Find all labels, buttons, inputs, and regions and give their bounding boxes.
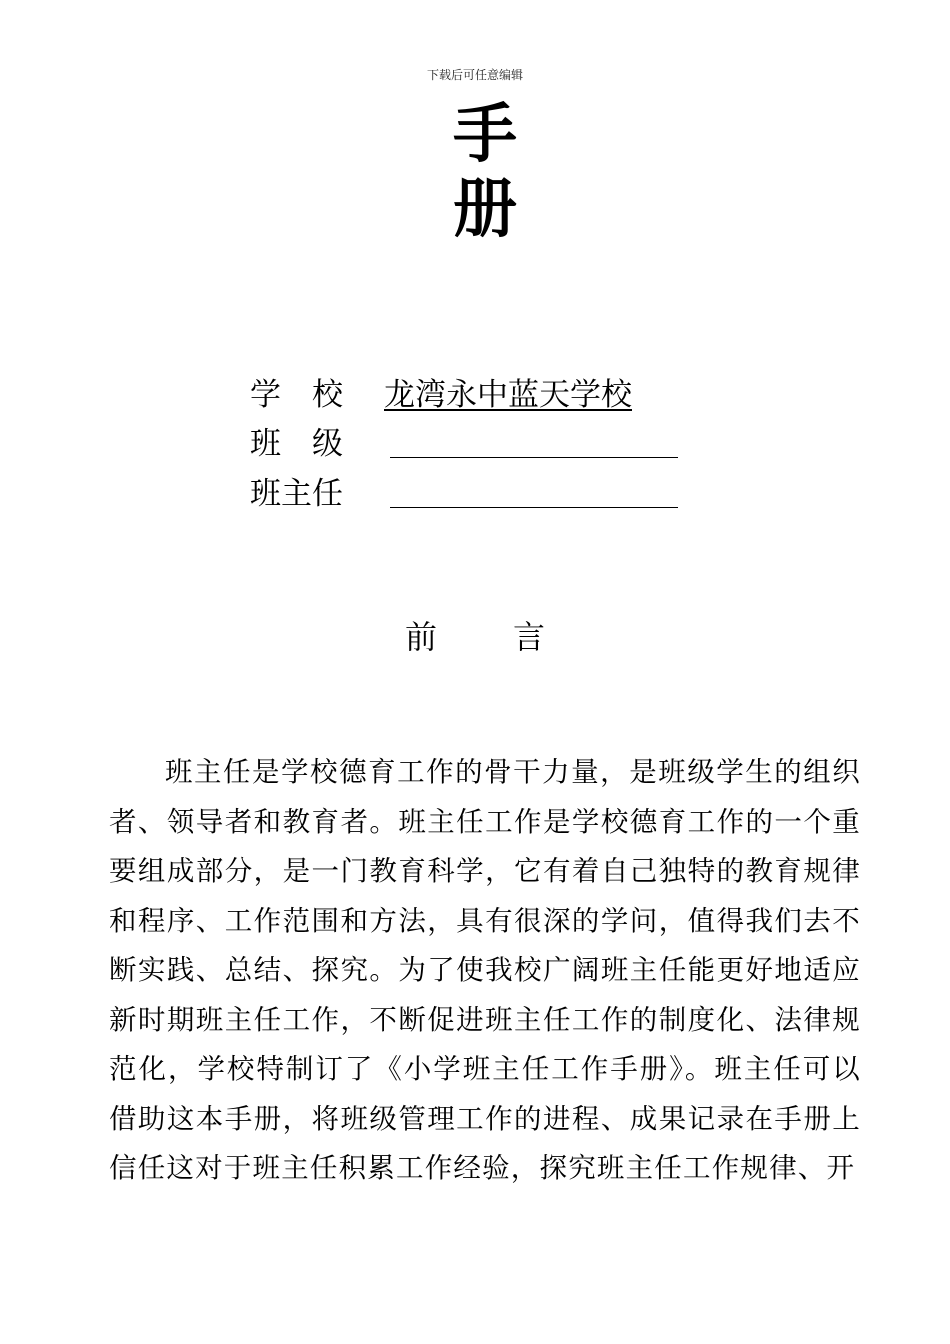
school-value: 龙湾永中蓝天学校: [384, 377, 632, 413]
class-blank-line: [390, 457, 678, 458]
school-label: 学 校: [250, 377, 343, 413]
preface-heading-char-1: 前: [404, 618, 437, 656]
teacher-label: 班主任: [250, 476, 343, 512]
title-char-1: 手: [453, 98, 517, 172]
teacher-blank-line: [390, 507, 678, 508]
preface-body: 班主任是学校德育工作的骨干力量，是班级学生的组织者、领导者和教育者。班主任工作是学校德育工作的一个重要组成部分，是一门教育科学，它有着自己独特的教育规律和程序、工作范围和方法，具有很深的学问，值得我们去不断实践、总结、探究。为了使我校广阔班主任能更好地适应新时期班主任工作，不断促进班主任工作的制度化、法律规范化，学校特制订了《小学班主任工作手册》。班主任可以借助这本手册，将班级管理工作的进程、成果记录在手册上信任这对于班主任积累工作经验，探究班主任工作规律、开: [109, 756, 861, 1184]
header-note: 下载后可任意编辑: [426, 68, 523, 82]
preface-heading-char-2: 言: [513, 618, 546, 656]
preface-heading: [0, 615, 950, 659]
title-char-2: 册: [453, 173, 517, 247]
class-label: 班 级: [250, 426, 343, 462]
